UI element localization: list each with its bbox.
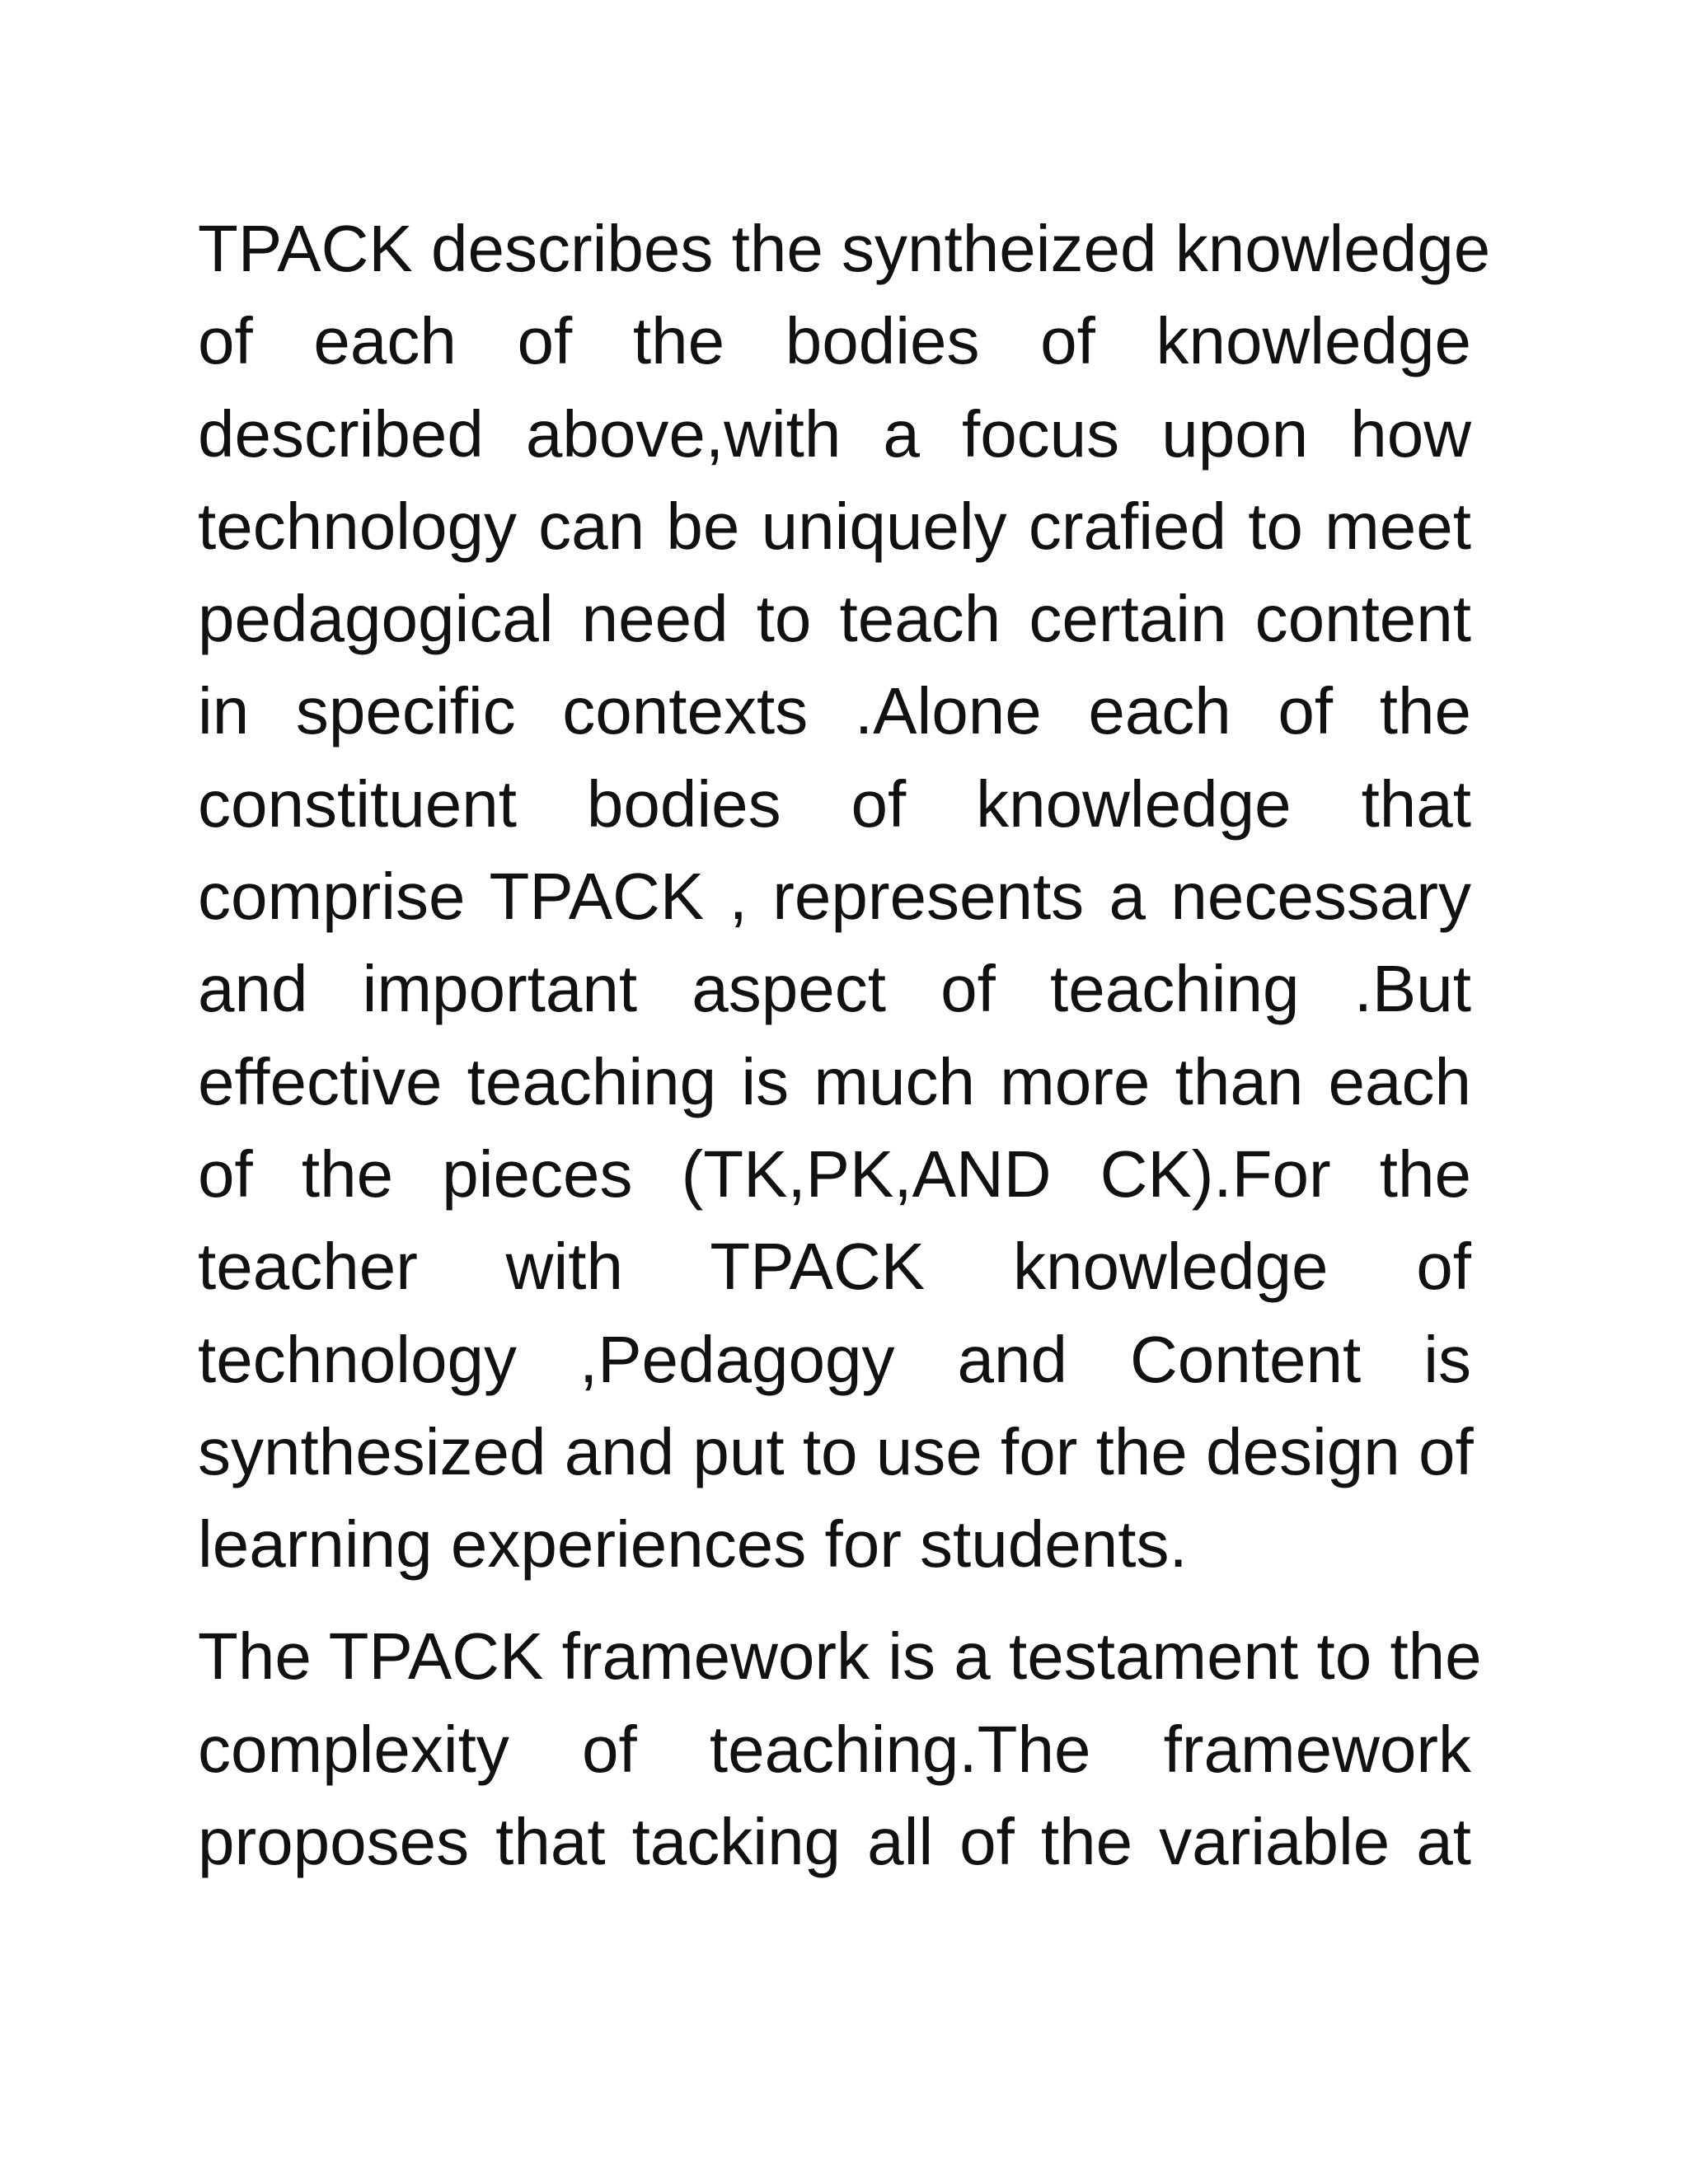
text-line: in specific contexts .Alone each of the	[198, 674, 1471, 748]
text-line: teacher with TPACK knowledge of	[198, 1230, 1471, 1304]
text-line: of each of the bodies of knowledge	[198, 304, 1471, 378]
text-line: described above,with a focus upon how	[198, 396, 1471, 471]
text-line: proposes that tacking all of the variable at	[198, 1805, 1471, 1879]
text-line: of the pieces (TK,PK,AND CK).For the	[198, 1137, 1471, 1211]
text-line: effective teaching is much more than each	[198, 1044, 1471, 1118]
paragraph-1	[198, 203, 1491, 1591]
text-line: comprise TPACK , represents a necessary	[198, 860, 1471, 934]
text-line: constituent bodies of knowledge that	[198, 766, 1471, 841]
paragraph-2	[198, 1610, 1482, 1888]
text-line: technology can be uniquely crafied to meet	[198, 489, 1471, 563]
text-line: The TPACK framework is a testament to the	[198, 1619, 1482, 1694]
text-line: technology ,Pedagogy and Content is	[198, 1322, 1471, 1396]
text-line: pedagogical need to teach certain content	[198, 582, 1471, 656]
text-line: TPACK describes the syntheized knowledge	[198, 212, 1491, 285]
document-body	[198, 203, 1491, 1888]
text-line: complexity of teaching.The framework	[198, 1712, 1471, 1786]
text-line: synthesized and put to use for the design of	[198, 1414, 1474, 1488]
text-line: and important aspect of teaching .But	[198, 952, 1471, 1026]
text-line: learning experiences for students.	[198, 1507, 1188, 1582]
